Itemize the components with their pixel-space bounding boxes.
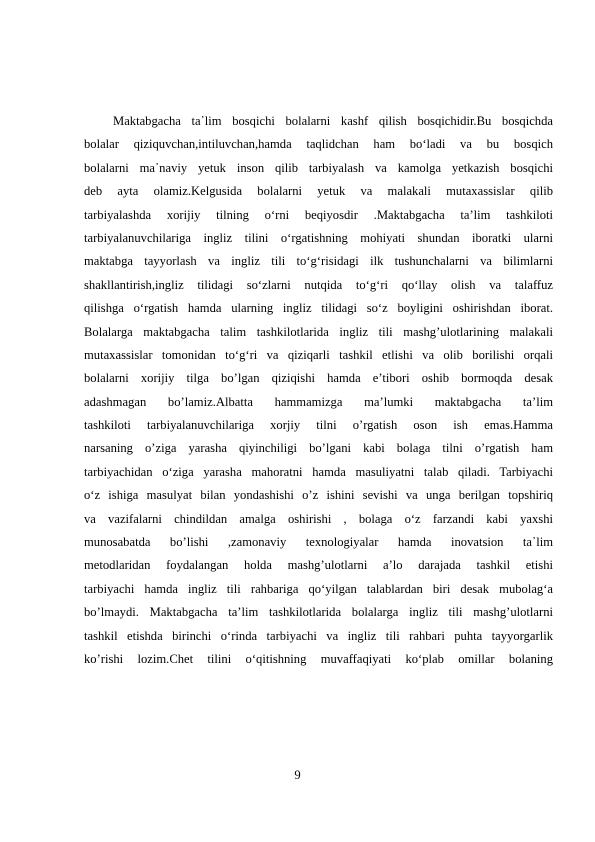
text-line: mutaxassislar tomonidan to‘g‘ri va qiziqarli tashkil etlishi va olib borilishi orqali [84,347,553,362]
text-line: shakllantirish,ingliz tilidagi so‘zlarni nutqida to‘g‘ri qo‘llay olish va talaffuz [84,277,553,292]
text-line: o‘z ishiga masulyat bilan yondashishi o’z ishini sevishi va unga berilgan topshiriq [84,488,553,503]
text-line: munosabatda bo’lishi ,zamonaviy texnologiyalar hamda inovatsion ta᾽lim [84,535,553,550]
text-line: adashmagan bo’lamiz.Albatta hammamizga ma’lumki maktabgacha ta’lim [84,394,553,409]
text-line: bolalarni ma᾽naviy yetuk inson qilib tarbiyalash va kamolga yetkazish bosqichi [84,160,553,175]
text-line: tarbiyalanuvchilariga ingliz tilini o‘rgatishning mohiyati shundan iboratki ularni [84,230,553,245]
text-line: tashkil etishda birinchi o‘rinda tarbiyachi va ingliz tili rahbari puhta tayyorgarlik [84,628,553,643]
text-line: bo’lmaydi. Maktabgacha ta’lim tashkilotlarida bolalarga ingliz tili mashg’ulotlarni [84,605,553,620]
body-paragraph [84,110,553,671]
text-line: tarbiyachidan o‘ziga yarasha mahoratni hamda masuliyatni talab qiladi. Tarbiyachi [84,464,553,479]
text-line: bolalar qiziquvchan,intiluvchan,hamda taqlidchan ham bo‘ladi va bu bosqich [84,137,553,152]
text-line: metodlaridan foydalangan holda mashg’ulotlarni a’lo darajada tashkil etishi [84,558,553,573]
text-line: va vazifalarni chindildan amalga oshirishi , bolaga o‘z farzandi kabi yaxshi [84,511,553,526]
text-line: maktabga tayyorlash va ingliz tili to‘g‘risidagi ilk tushunchalarni va bilimlarni [84,254,553,269]
text-line: deb ayta olamiz.Kelgusida bolalarni yetuk va malakali mutaxassislar qilib [84,184,553,199]
text-line: tashkiloti tarbiyalanuvchilariga xorjiy tilni o’rgatish oson ish emas.Hamma [84,418,553,433]
text-line: qilishga o‘rgatish hamda ularning ingliz tilidagi so‘z boyligini oshirishdan iborat. [84,301,553,316]
page-number: 9 [294,768,301,782]
text-line: Bolalarga maktabgacha talim tashkilotlarida ingliz tili mashg’ulotlarining malakali [84,324,553,339]
text-line: tarbiyachi hamda ingliz tili rahbariga qo‘yilgan talablardan biri desak mubolag‘a [84,581,553,596]
text-line: narsaning o’ziga yarasha qiyinchiligi bo’lgani kabi bolaga tilni o’rgatish ham [84,441,553,456]
text-line: ko’rishi lozim.Chet tilini o‘qitishning muvaffaqiyati ko‘plab omillar bolaning [84,651,553,666]
text-line: Maktabgacha ta᾽lim bosqichi bolalarni kashf qilish bosqichidir.Bu bosqichda [113,114,553,128]
text-line: tarbiyalashda xorijiy tilning o‘rni beqiyosdir .Maktabgacha ta’lim tashkiloti [84,207,553,222]
text-line: bolalarni xorijiy tilga bo’lgan qiziqishi hamda e’tibori oshib bormoqda desak [84,371,553,386]
